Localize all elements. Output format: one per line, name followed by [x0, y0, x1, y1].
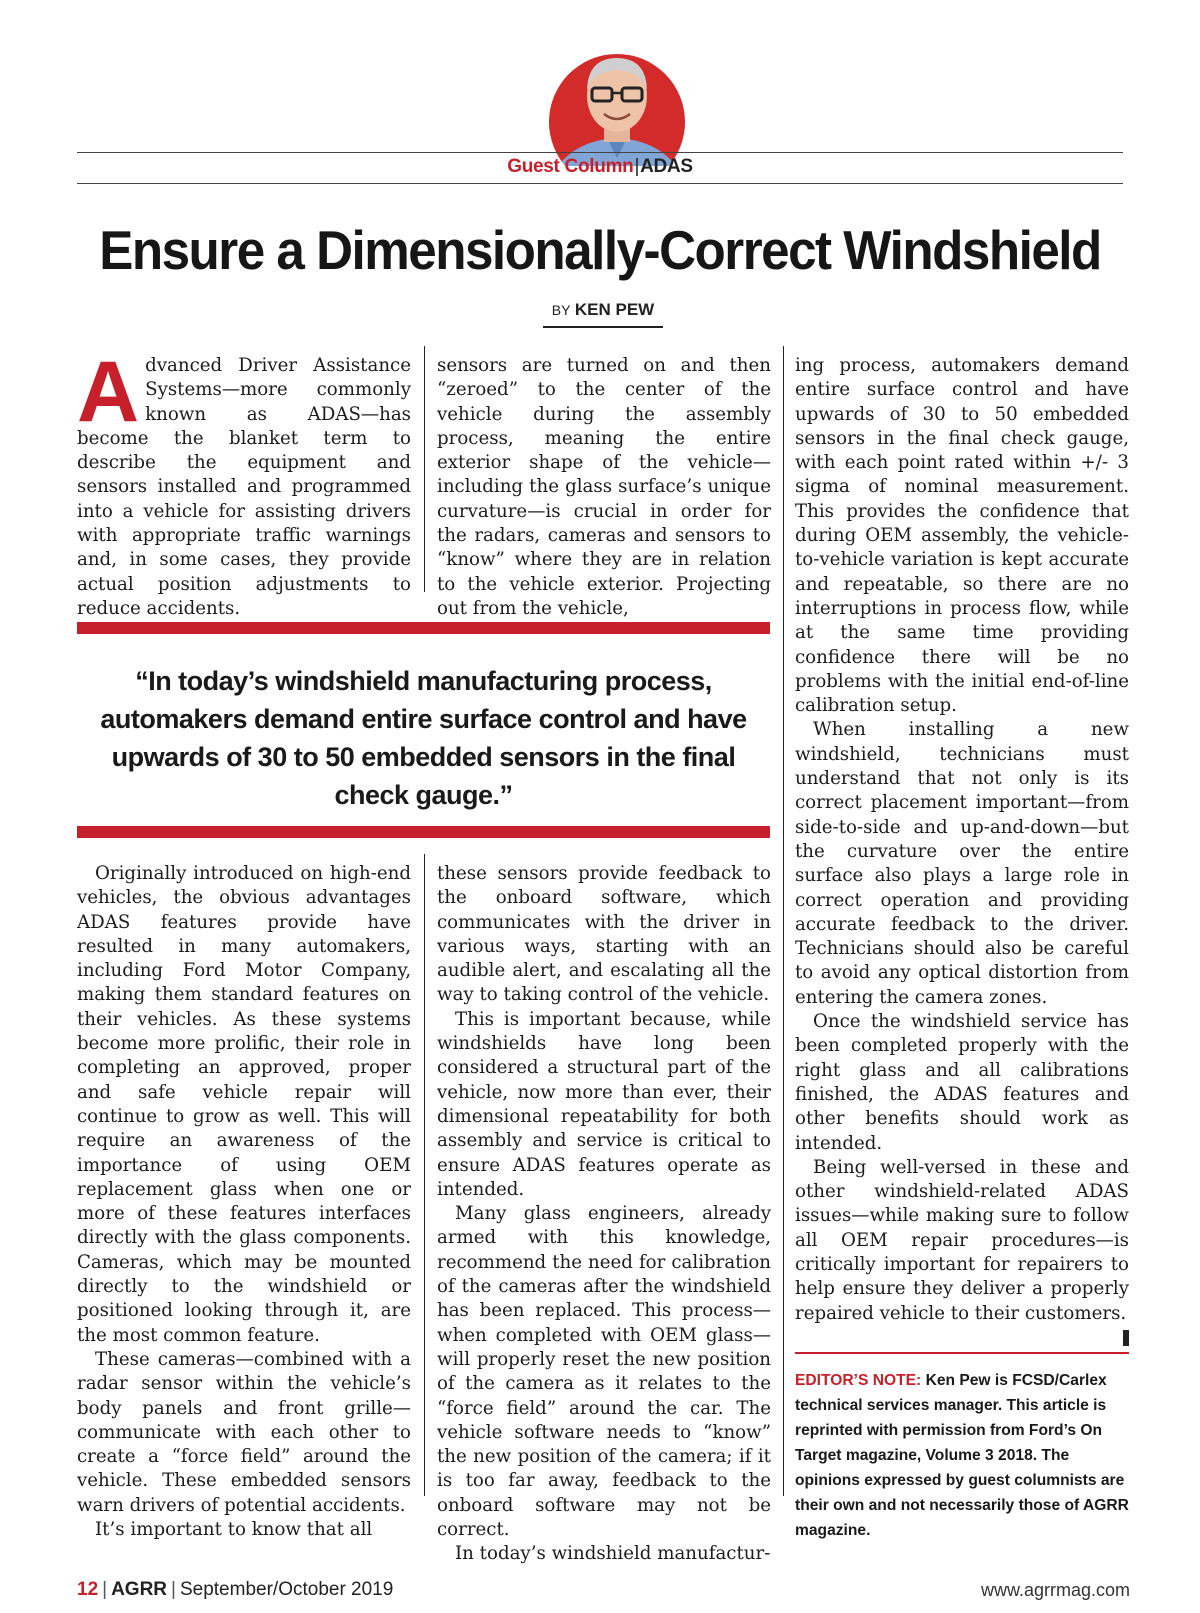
- editor-note-text: Ken Pew is FCSD/Carlex technical services manager. This article is reprinted with permission from Ford’s On Target magazine, Volume 3 2018. The opinions expressed by guest columnists are their own and not necessarily those of AGRR magazine.: [795, 1372, 1129, 1539]
- closing-paragraph: [795, 1156, 1129, 1326]
- tag-separator: |: [634, 156, 640, 177]
- footer-folio: [77, 1579, 393, 1601]
- website-url[interactable]: www.agrrmag.com: [980, 1580, 1130, 1600]
- column-tag: [0, 156, 1200, 178]
- paragraph: In today’s windshield manufactur-: [455, 1543, 771, 1565]
- column-2-top: [437, 354, 771, 621]
- headline: Ensure a Dimensionally-Correct Windshield: [99, 219, 1101, 281]
- paragraph: sensors are turned on and then “zeroed” to the center of the vehicle during the assembly process, meaning the entire exterior shape of the vehicle—including the glass surface’s unique curvature—is crucial in order for the radars, cameras and sensors to “know” where they are in relation to the vehicle exterior. Projecting out from the vehicle,: [437, 355, 771, 619]
- intro-text: dvanced Driver Assistance Systems—more commonly known as ADAS—has become the blanket term to describe the equipment and sensors installed and programmed into a vehicle for assisting drivers with appropriate traffic warnings and, in some cases, they provide actual position adjustments to reduce accidents.: [77, 355, 411, 619]
- column-1-bottom: [77, 862, 411, 1542]
- paragraph: Many glass engineers, already armed with this knowledge, recommend the need for calibration of the cameras after the windshield has been replaced. This process—when completed with OEM glass—will properly reset the new position of the camera as it relates to the “force field” around the car. The vehicle software needs to “know” the new position of the camera; if it is too far away, feedback to the onboard software may not be correct.: [437, 1203, 771, 1541]
- editor-note-label: EDITOR’S NOTE:: [795, 1372, 922, 1389]
- column-1-top: [77, 344, 411, 621]
- pull-quote-bar-bottom: [77, 826, 770, 838]
- editor-note-rule: [795, 1352, 1129, 1354]
- paragraph: This is important because, while windshields have long been considered a structural part of the vehicle, now more than ever, their dimensional repeatability for both assembly and service is critical to ensure ADAS features operate as intended.: [437, 1008, 771, 1200]
- paragraph: These cameras—combined with a radar sensor within the vehicle’s body panels and front grille—communicate with each other to create a “force field” around the vehicle. These embedded sensors warn drivers of potential accidents.: [77, 1348, 411, 1516]
- header-rule-top: [77, 152, 1123, 153]
- byline-prefix: BY: [551, 302, 571, 318]
- paragraph: When installing a new windshield, technicians must understand that not only is its correct placement important—from side-to-side and up-and-down—but the curvature over the entire surface also plays a large role in correct operation and providing accurate feedback to the driver. Technicians should also be careful to avoid any optical distortion from entering the camera zones.: [795, 719, 1129, 1008]
- pull-quote-bar-top: [77, 622, 770, 634]
- intro-paragraph: [77, 344, 411, 621]
- topic-label: ADAS: [640, 156, 693, 177]
- footer-separator: |: [102, 1579, 108, 1600]
- column-3: [795, 354, 1129, 1346]
- magazine-name: AGRR: [111, 1579, 168, 1600]
- author-name: KEN PEW: [574, 300, 655, 319]
- column-divider: [424, 346, 425, 592]
- byline: [543, 300, 663, 328]
- column-divider: [424, 854, 425, 1496]
- issue-date: September/October 2019: [179, 1579, 394, 1600]
- footer-separator: |: [171, 1579, 176, 1600]
- page-number: 12: [77, 1579, 99, 1600]
- end-mark-icon: [1123, 1330, 1129, 1346]
- guest-column-label: Guest Column: [507, 156, 634, 177]
- paragraph: these sensors provide feedback to the onboard software, which communicates with the driver in various ways, starting with an audible alert, and escalating all the way to taking control of the vehicle.: [437, 863, 771, 1006]
- paragraph: Originally introduced on high-end vehicles, the obvious advantages ADAS features provide have resulted in many automakers, including Ford Motor Company, making them standard features on their vehicles. As these systems become more prolific, their role in completing an approved, proper and safe vehicle repair will continue to grow as well. This will require an awareness of the importance of using OEM replacement glass when one or more of these features interfaces directly with the glass components. Cameras, which may be mounted directly to the windshield or positioned looking through it, are the most common feature.: [77, 863, 411, 1346]
- pull-quote: “In today’s windshield manufacturing process, automakers demand entire surface control and have upwards of 30 to 50 embedded sensors in the final check gauge.”: [100, 666, 747, 810]
- column-2-bottom: [437, 862, 771, 1567]
- closing-text: Being well-versed in these and other windshield-related ADAS issues—while making sure to follow all OEM repair procedures—is critically important for repairers to help ensure they deliver a properly repaired vehicle to their customers.: [795, 1156, 1129, 1324]
- editor-note: [795, 1368, 1129, 1543]
- column-divider: [783, 346, 784, 1496]
- paragraph: ing process, automakers demand entire surface control and have upwards of 30 to 50 embedded sensors in the final check gauge, with each point rated within +/- 3 sigma of nominal measurement. This provides the confidence that during OEM assembly, the vehicle-to-vehicle variation is kept accurate and repeatable, so there are no interruptions in process flow, while at the same time providing confidence there will be no problems with the initial end-of-line calibration setup.: [795, 355, 1129, 717]
- paragraph: It’s important to know that all: [95, 1519, 373, 1541]
- drop-cap: A: [77, 344, 140, 440]
- paragraph: Once the windshield service has been completed properly with the right glass and all calibrations finished, the ADAS features and other benefits should work as intended.: [795, 1011, 1129, 1154]
- author-headshot: [548, 48, 686, 166]
- header-rule-bottom: [77, 183, 1123, 184]
